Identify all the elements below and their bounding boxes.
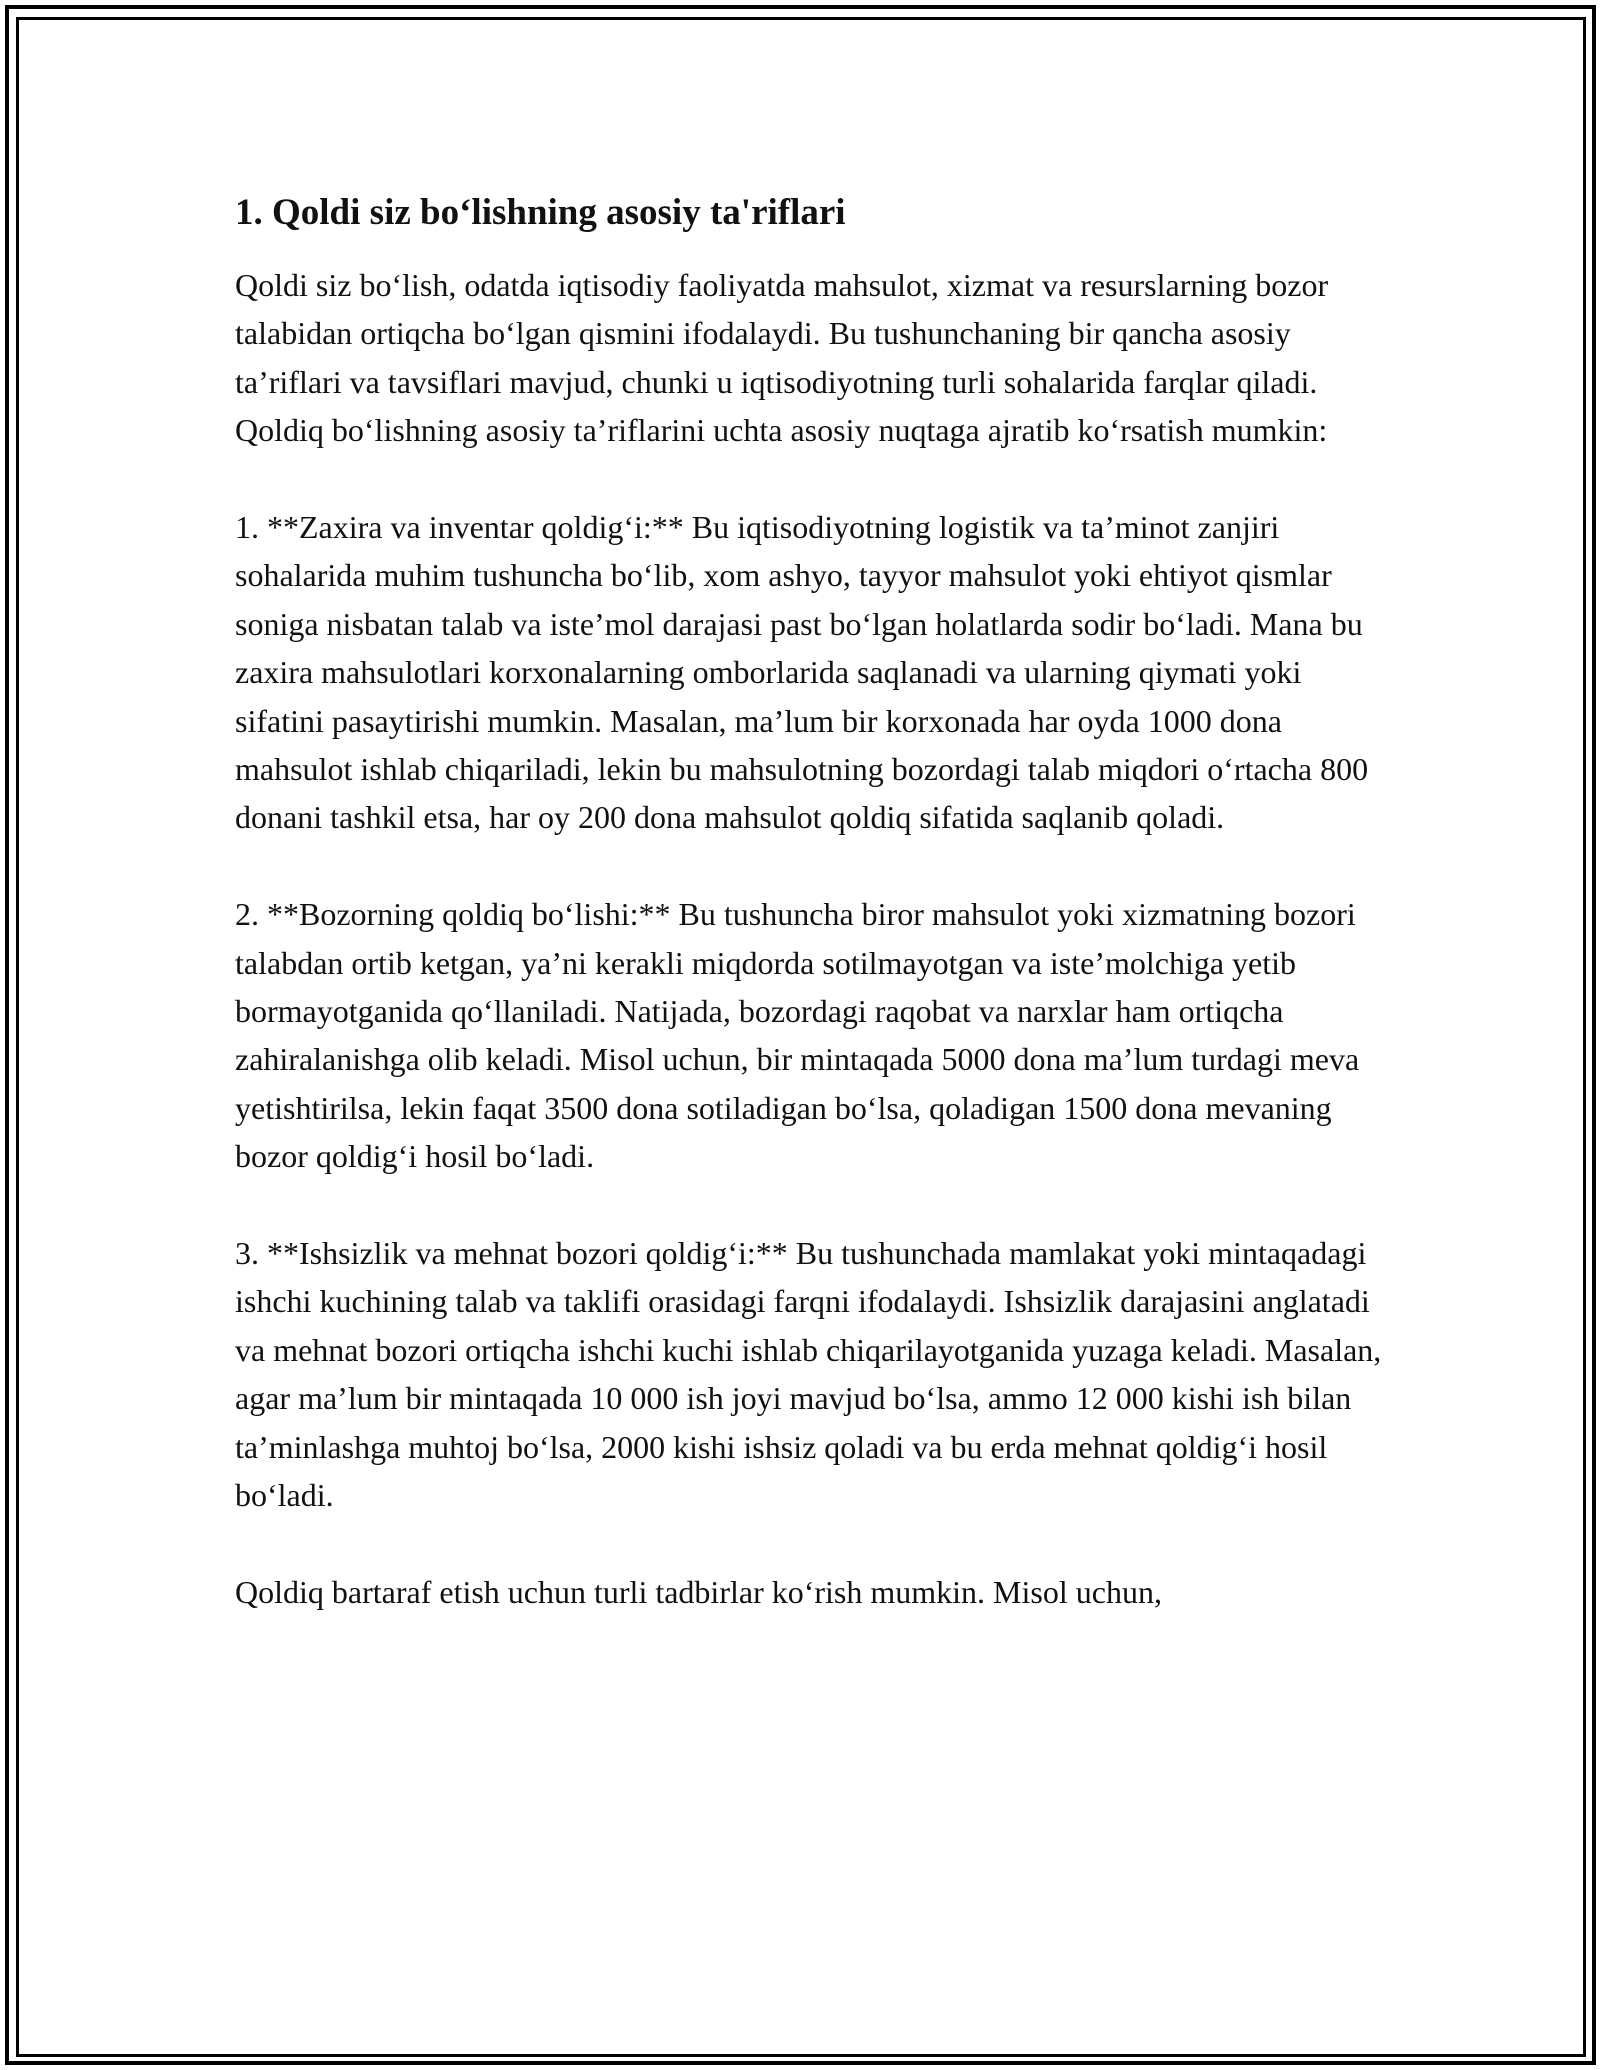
- intro-paragraph: Qoldi siz bo‘lish, odatda iqtisodiy faoliyatda mahsulot, xizmat va resurslarning bozor talabidan ortiqcha bo‘lgan qismini ifodalaydi. Bu tushunchaning bir qancha asosiy ta’riflari va tavsiflari mavjud, chunki u iqtisodiyotning turli sohalarida farqlar qiladi. Qoldiq bo‘lishning asosiy ta’riflarini uchta asosiy nuqtaga ajratib ko‘rsatish mumkin:: [235, 267, 1329, 449]
- closing-paragraph: Qoldiq bartaraf etish uchun turli tadbirlar ko‘rish mumkin. Misol uchun,: [235, 1573, 1162, 1610]
- definition-1-paragraph: 1. **Zaxira va inventar qoldig‘i:** Bu iqtisodiyotning logistik va ta’minot zanjiri sohalarida muhim tushuncha bo‘lib, xom ashyo, tayyor mahsulot yoki ehtiyot qismlar soniga nisbatan talab va iste’mol darajasi past bo‘lgan holatlarda sodir bo‘ladi. Mana bu zaxira mahsulotlari korxonalarning omborlarida saqlanadi va ularning qiymati yoki sifatini pasaytirishi mumkin. Masalan, ma’lum bir korxonada har oyda 1000 dona mahsulot ishlab chiqariladi, lekin bu mahsulotning bozordagi talab miqdori o‘rtacha 800 donani tashkil etsa, har oy 200 dona mahsulot qoldiq sifatida saqlanib qoladi.: [235, 509, 1369, 836]
- definition-3-paragraph: 3. **Ishsizlik va mehnat bozori qoldig‘i:** Bu tushunchada mamlakat yoki mintaqadagi ishchi kuchining talab va taklifi orasidagi farqni ifodalaydi. Ishsizlik darajasini anglatadi va mehnat bozori ortiqcha ishchi kuchi ishlab chiqarilayotganida yuzaga keladi. Masalan, agar ma’lum bir mintaqada 10 000 ish joyi mavjud bo‘lsa, ammo 12 000 kishi ish bilan ta’minlashga muhtoj bo‘lsa, 2000 kishi ishsiz qoladi va bu erda mehnat qoldig‘i hosil bo‘ladi.: [235, 1235, 1382, 1514]
- document-title: 1. Qoldi siz bo‘lishning asosiy ta'riflari: [235, 192, 846, 233]
- definition-2-paragraph: 2. **Bozorning qoldiq bo‘lishi:** Bu tushuncha biror mahsulot yoki xizmatning bozori talabdan ortib ketgan, ya’ni kerakli miqdorda sotilmayotgan va iste’molchiga yetib bormayotganida qo‘llaniladi. Natijada, bozordagi raqobat va narxlar ham ortiqcha zahiralanishga olib keladi. Misol uchun, bir mintaqada 5000 dona ma’lum turdagi meva yetishtirilsa, lekin faqat 3500 dona sotiladigan bo‘lsa, qoladigan 1500 dona mevaning bozor qoldig‘i hosil bo‘ladi.: [235, 896, 1360, 1175]
- document-body: [235, 188, 1395, 1665]
